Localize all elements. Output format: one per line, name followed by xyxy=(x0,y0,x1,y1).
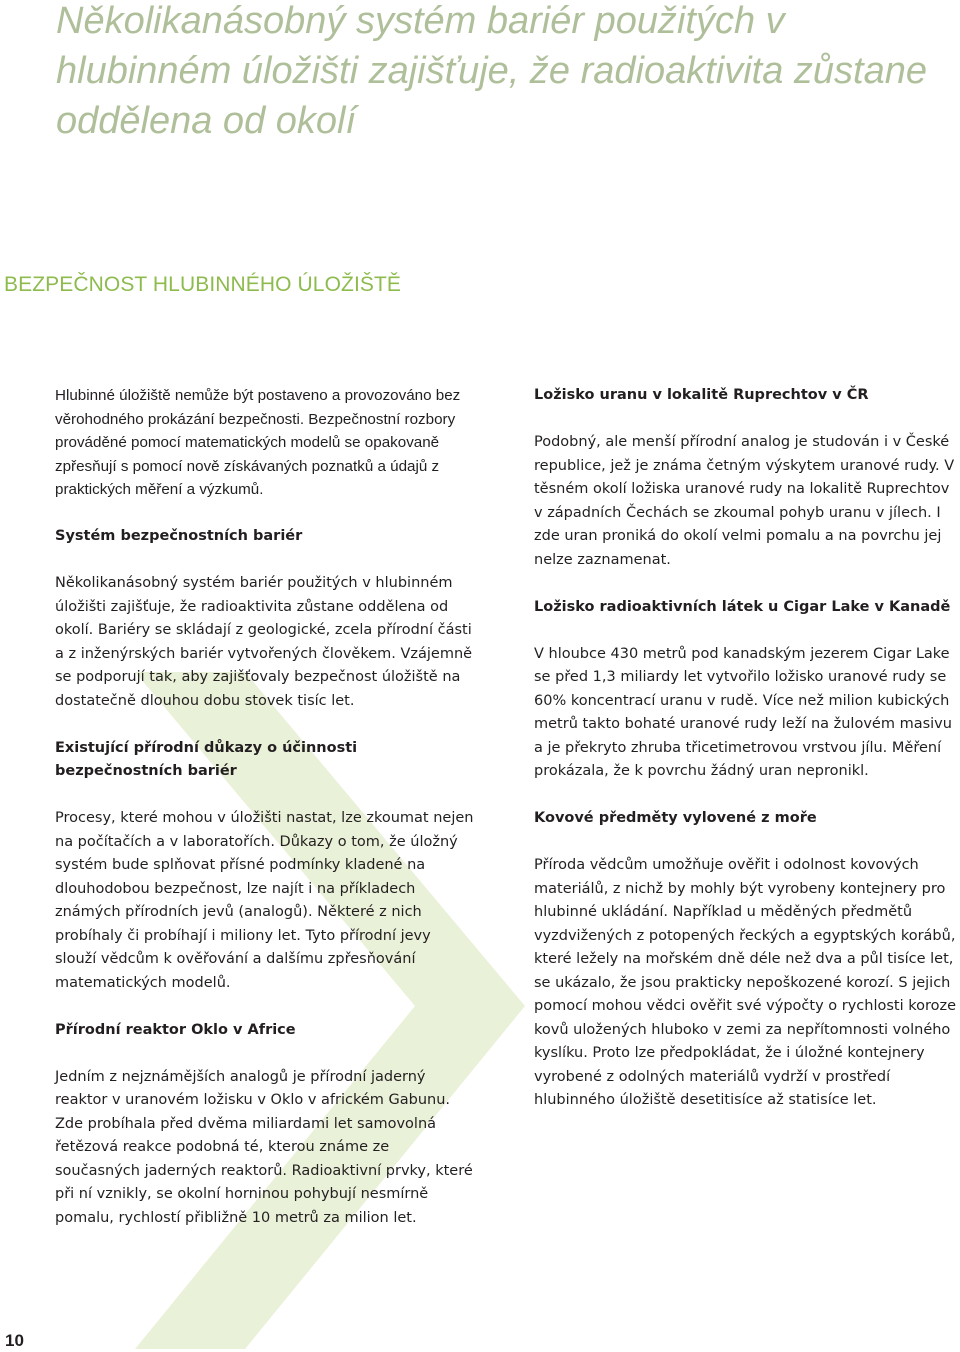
section-title: BEZPEČNOST HLUBINNÉHO ÚLOŽIŠTĚ xyxy=(4,273,402,296)
ruprechtov-heading: Ložisko uranu v lokalitě Ruprechtov v ČR xyxy=(534,387,869,403)
cigar-lake-paragraph: V hloubce 430 metrů pod kanadským jezerem Cigar Lake se před 1,3 miliardy let vytvořilo ložisko uranové rudy se 60% koncentrací uranu v rudě. Více než milion kubických metrů takto bohaté uranové rudy leží na žulovém masivu a je překryto zhruba třicetimetrovou vrstvou jílu. Měření prokázala, že k povrchu žádný uran nepronikl. xyxy=(534,645,952,779)
page-title: Několikanásobný systém bariér použitých v hlubinném úložišti zajišťuje, že radioaktivita zůstane oddělena od okolí xyxy=(56,0,928,142)
left-column xyxy=(55,384,475,1254)
metal-objects-paragraph: Příroda vědcům umožňuje ověřit i odolnost kovových materiálů, z nichž by mohly být vyrobeny kontejnery pro hlubinné ukládání. Například u měděných předmětů vyzdvižených z potopených řeckých a egyptských korábů, které ležely na mořském dně déle než dva a půl tisíce let, se ukázalo, že jsou prakticky nepoškozené korozí. S jejich pomocí mohou vědci ověřit své výpočty o rychlosti koroze kovů uložených hluboko v zemi za nepřítomnosti volného kyslíku. Proto lze předpokládat, že i úložné kontejnery vyrobené z odolných materiálů vydrží v prostředí hlubinného úložiště desetitisíce až statisíce let. xyxy=(534,857,957,1108)
barriers-paragraph: Několikanásobný systém bariér použitých v hlubinném úložišti zajišťuje, že radioaktivita zůstane oddělena od okolí. Bariéry se skládají z geologické, zcela přírodní části a z inženýrských bariér vytvořených člověkem. Vzájemně se podporují tak, aby zajišťovaly bezpečnost úložiště na dostatečně dlouhou dobu stovek tisíc let. xyxy=(55,575,473,709)
evidence-paragraph: Procesy, které mohou v úložišti nastat, lze zkoumat nejen na počítačích a v laboratořích. Důkazy o tom, že úložný systém bude splňovat přísné podmínky kladené na dlouhodobou bezpečnost, lze najít i na příkladech známých přírodních jevů (analogů). Některé z nich probíhaly či probíhají i miliony let. Tyto přírodní jevy slouží vědcům k ověřování a dalšímu zpřesňování matematických modelů. xyxy=(55,810,474,991)
ruprechtov-paragraph: Podobný, ale menší přírodní analog je studován i v České republice, jež je známa četným výskytem uranové rudy. V těsném okolí ložiska uranové rudy na lokalitě Ruprechtov v západních Čechách se zkoumal pohyb uranu v jílech. I zde uran proniká do okolí velmi pomalu a na povrchu jej nelze zaznamenat. xyxy=(534,434,955,568)
oklo-paragraph: Jedním z nejznámějších analogů je přírodní jaderný reaktor v uranovém ložisku v Oklo v africkém Gabunu. Zde probíhala před dvěma miliardami let samovolná řetězová reakce podobná té, kterou známe ze současných jaderných reaktorů. Radioaktivní prvky, které při ní vznikly, se okolní horninou pohybují nesmírně pomalu, rychlostí přibližně 10 metrů za milion let. xyxy=(55,1068,473,1226)
page-number: 10 xyxy=(5,1331,24,1350)
intro-paragraph: Hlubinné úložiště nemůže být postaveno a provozováno bez věrohodného prokázání bezpečnosti. Bezpečnostní rozbory prováděné pomocí matematických modelů se opakovaně zpřesňují s pomocí nově získávaných poznatků a údajů z praktických měření a výzkumů. xyxy=(55,387,461,498)
cigar-lake-heading: Ložisko radioaktivních látek u Cigar Lake v Kanadě xyxy=(534,598,951,615)
evidence-heading: Existující přírodní důkazy o účinnosti bezpečnostních bariér xyxy=(55,739,358,779)
oklo-heading: Přírodní reaktor Oklo v Africe xyxy=(55,1021,296,1038)
right-column xyxy=(534,384,959,1136)
metal-objects-heading: Kovové předměty vylovené z moře xyxy=(534,810,817,826)
barriers-heading: Systém bezpečnostních bariér xyxy=(55,528,303,544)
